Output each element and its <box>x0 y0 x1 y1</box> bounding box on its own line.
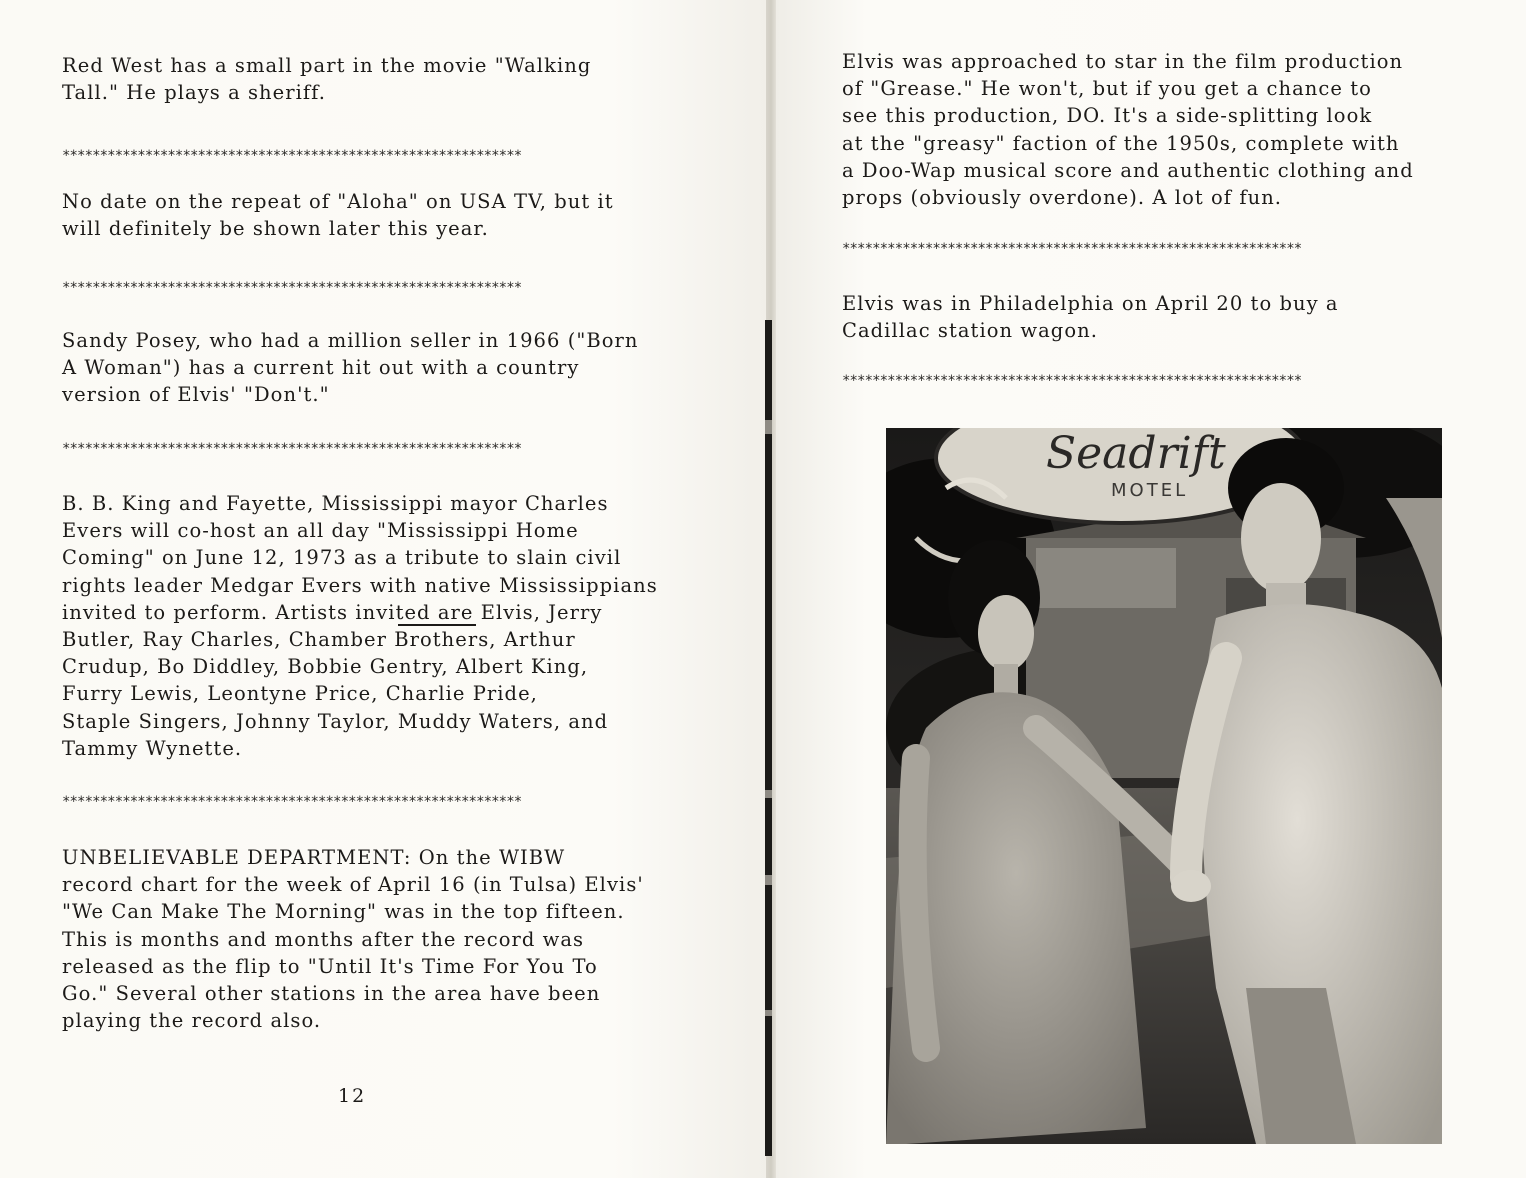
gutter-edge <box>765 320 772 1156</box>
news-item-red-west: Red West has a small part in the movie "Walking Tall." He plays a sheriff. <box>62 54 592 105</box>
page-number: 12 <box>338 1085 367 1107</box>
movie-still-photo <box>886 428 1442 1144</box>
news-item-unbelievable-department: UNBELIEVABLE DEPARTMENT: On the WIBW record chart for the week of April 16 (in Tulsa) Elvis' "We Can Make The Morning" was in the top fifteen. This is months and months after the record was released as the flip to "Until It's Time For You To Go." Several other stations in the area have been playing the record also. <box>62 846 644 1033</box>
separator: ************************************************************* <box>842 241 1302 257</box>
underline-mark <box>398 624 476 626</box>
separator: ************************************************************* <box>62 148 522 164</box>
separator: ************************************************************* <box>842 373 1302 389</box>
separator: ************************************************************* <box>62 280 522 296</box>
news-item-philadelphia: Elvis was in Philadelphia on April 20 to buy a Cadillac station wagon. <box>842 292 1339 343</box>
motel-sign-text: Seadrift <box>1046 428 1226 479</box>
news-item-mississippi-homecoming: B. B. King and Fayette, Mississippi mayor Charles Evers will co-host an all day "Mississippi Home Coming" on June 12, 1973 as a tribute to slain civil rights leader Medgar Evers with native Mississippians invited to perform. Artists invited are Elvis, Jerry Butler, Ray Charles, Chamber Brothers, Arthur Crudup, Bo Diddley, Bobbie Gentry, Albert King, Furry Lewis, Leontyne Price, Charlie Pride, Staple Singers, Johnny Taylor, Muddy Waters, and Tammy Wynette. <box>62 492 658 760</box>
separator: ************************************************************* <box>62 794 522 810</box>
motel-sign-subtext: MOTEL <box>1111 480 1189 501</box>
news-item-grease: Elvis was approached to star in the film production of "Grease." He won't, but if you get a chance to see this production, DO. It's a side-splitting look at the "greasy" faction of the 1950s, complete with a Doo-Wap musical score and authentic clothing and props (obviously overdone). A lot of fun. <box>842 50 1414 210</box>
news-item-sandy-posey: Sandy Posey, who had a million seller in 1966 ("Born A Woman") has a current hit out with a country version of Elvis' "Don't." <box>62 329 639 407</box>
separator: ************************************************************* <box>62 441 522 457</box>
news-item-aloha-repeat: No date on the repeat of "Aloha" on USA TV, but it will definitely be shown later this year. <box>62 190 614 241</box>
